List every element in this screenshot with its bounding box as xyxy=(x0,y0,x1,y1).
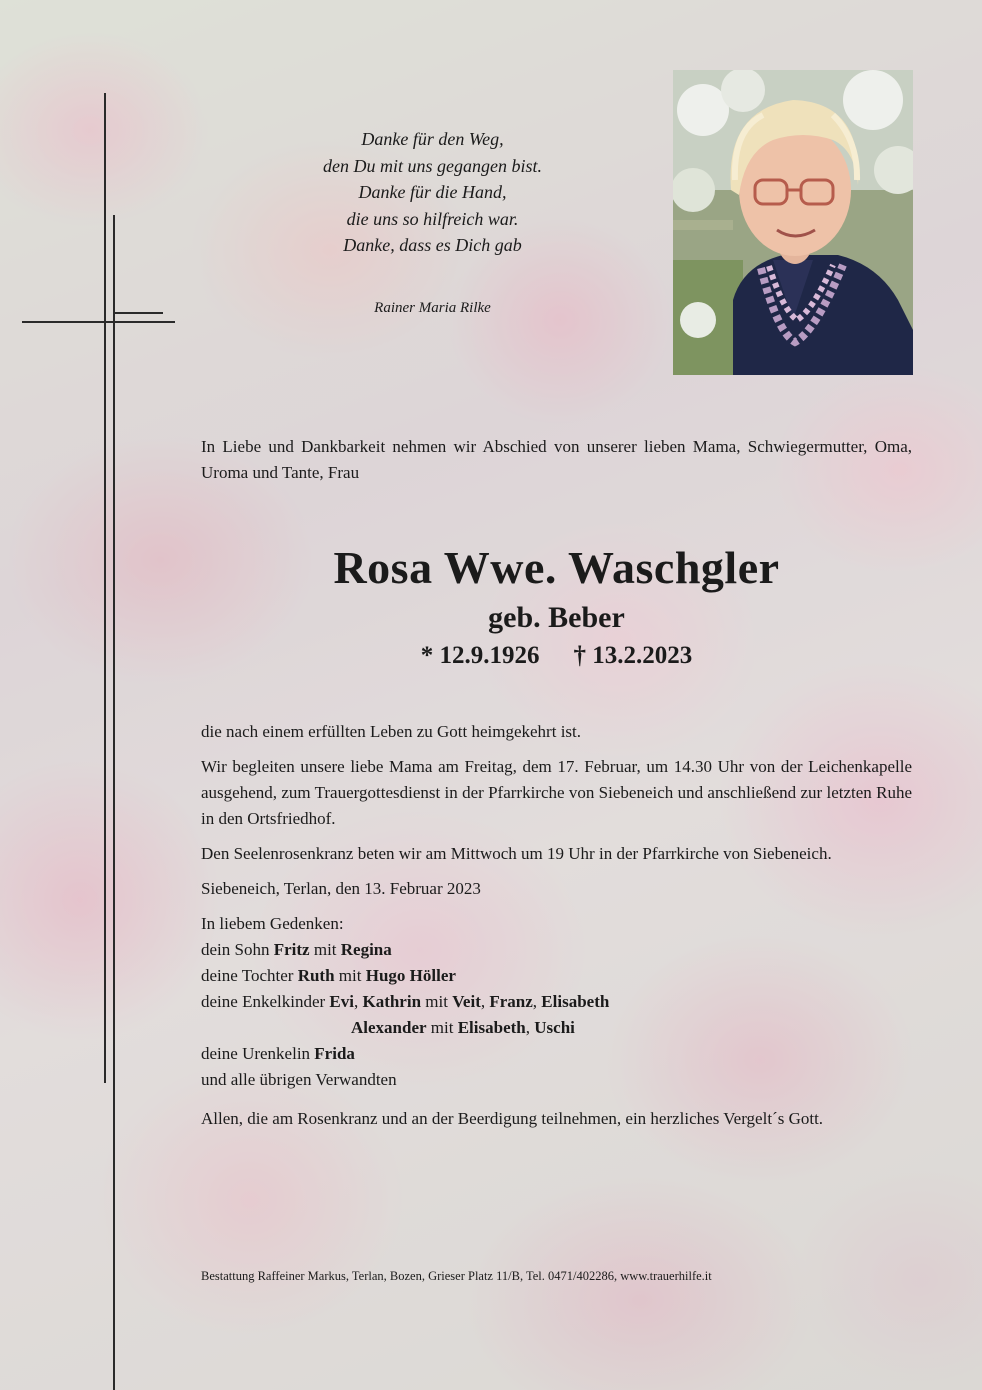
mourner-name: Hugo Höller xyxy=(365,966,456,985)
deceased-birth-name: geb. Beber xyxy=(488,601,625,634)
funeral-home-footer: Bestattung Raffeiner Markus, Terlan, Bozen, Grieser Platz 11/B, Tel. 0471/402286, www.trauerhilfe.it xyxy=(201,1269,712,1283)
name-block xyxy=(201,536,912,676)
poem-line: Danke, dass es Dich gab xyxy=(343,235,522,255)
mourner-separator: , xyxy=(480,992,490,1011)
deceased-name: Rosa Wwe. Waschgler xyxy=(333,542,780,593)
mourner-name: Fritz xyxy=(273,940,310,959)
poem-line: die uns so hilfreich war. xyxy=(346,208,519,229)
mourner-connector: mit xyxy=(421,992,453,1011)
cross-vertical-left xyxy=(104,93,106,1083)
body-paragraph-funeral: Wir begleiten unsere liebe Mama am Freitag, dem 17. Februar, um 14.30 Uhr von der Leichenkapelle ausgehend, zum Trauergottesdienst in der Pfarrkirche von Siebeneich und anschließend zur letzten Ruhe in den Ortsfriedhof. xyxy=(201,757,912,828)
mourner-name: Elisabeth xyxy=(457,1018,526,1037)
cross-horizontal-bottom xyxy=(22,321,175,323)
portrait-photo-illustration xyxy=(673,70,913,375)
poem-line: Danke für den Weg, xyxy=(361,129,504,149)
birth-date: * 12.9.1926 xyxy=(420,642,540,669)
mourner-separator: , xyxy=(532,992,542,1011)
mourner-connector: mit xyxy=(334,966,366,985)
mourners-heading: In liebem Gedenken: xyxy=(201,914,344,933)
closing-text: Allen, die am Rosenkranz und an der Beerdigung teilnehmen, ein herzliches Vergelt´s Gott. xyxy=(201,1109,824,1128)
cross-horizontal-top xyxy=(113,312,163,314)
mourner-relation: dein Sohn xyxy=(201,940,274,959)
poem-line: den Du mit uns gegangen bist. xyxy=(323,155,542,176)
mourner-connector: mit xyxy=(426,1018,458,1037)
mourner-relation: deine Tochter xyxy=(201,966,298,985)
mourner-line-daughter xyxy=(201,963,912,989)
mourner-line-son xyxy=(201,937,912,963)
mourner-name: Kathrin xyxy=(362,992,422,1011)
cross-vertical-right xyxy=(113,215,115,1390)
mourner-connector: mit xyxy=(309,940,341,959)
mourner-line-others: und alle übrigen Verwandten xyxy=(201,1070,397,1089)
mourner-name: Uschi xyxy=(534,1018,575,1037)
mourner-name: Evi xyxy=(329,992,354,1011)
mourner-separator: , xyxy=(525,1018,535,1037)
mourner-relation: deine Urenkelin xyxy=(201,1044,315,1063)
body-paragraph-returned: die nach einem erfüllten Leben zu Gott heimgekehrt ist. xyxy=(201,722,582,741)
mourner-name: Elisabeth xyxy=(541,992,610,1011)
obituary-body xyxy=(201,719,912,1141)
poem xyxy=(250,126,615,259)
mourner-name: Franz xyxy=(489,992,533,1011)
mourner-relation: deine Enkelkinder xyxy=(201,992,330,1011)
mourner-line-grandchildren-cont xyxy=(201,1015,912,1041)
mourners-list xyxy=(201,911,912,1093)
life-dates xyxy=(201,636,912,676)
poem-line: Danke für die Hand, xyxy=(358,182,507,202)
place-and-date: Siebeneich, Terlan, den 13. Februar 2023 xyxy=(201,879,481,898)
mourner-name: Alexander xyxy=(351,1018,427,1037)
mourner-name: Frida xyxy=(314,1044,355,1063)
mourner-separator: , xyxy=(353,992,363,1011)
body-paragraph-rosary: Den Seelenrosenkranz beten wir am Mittwoch um 19 Uhr in der Pfarrkirche von Siebeneich. xyxy=(201,844,832,863)
portrait-photo xyxy=(673,70,913,375)
mourner-line-grandchildren xyxy=(201,989,912,1015)
mourner-name: Veit xyxy=(452,992,481,1011)
mourner-name: Regina xyxy=(340,940,392,959)
poem-author: Rainer Maria Rilke xyxy=(374,300,491,316)
death-date: † 13.2.2023 xyxy=(573,642,693,669)
intro-text: In Liebe und Dankbarkeit nehmen wir Abschied von unserer lieben Mama, Schwiegermutter, Oma, Uroma und Tante, Frau xyxy=(201,437,912,482)
mourner-name: Ruth xyxy=(297,966,335,985)
mourner-line-great-grandchild xyxy=(201,1041,912,1067)
